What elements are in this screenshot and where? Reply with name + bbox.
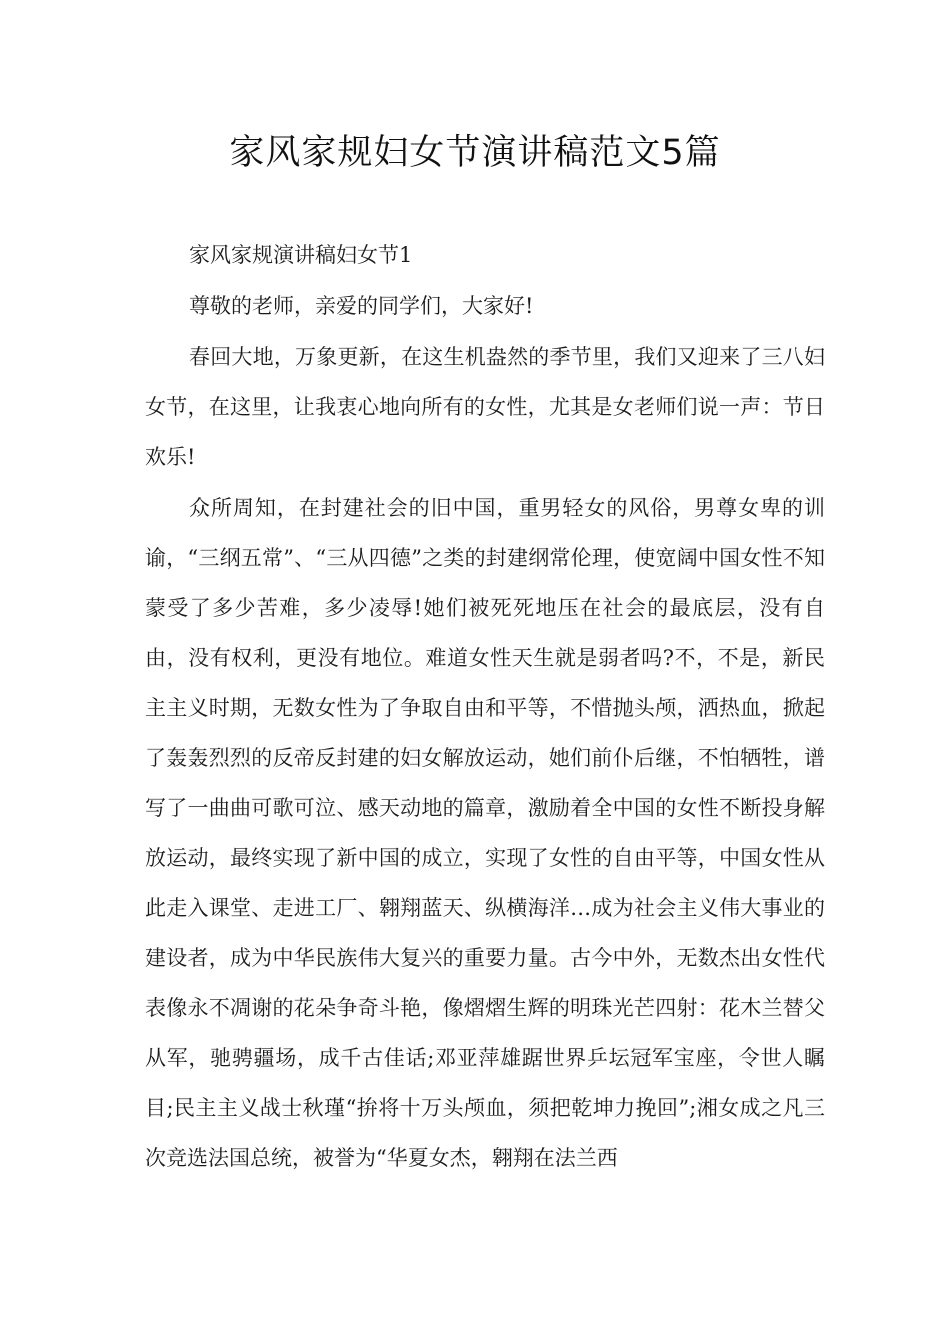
- section-heading: 家风家规演讲稿妇女节1: [189, 243, 413, 267]
- body-paragraph: 春回大地，万象更新，在这生机盎然的季节里，我们又迎来了三八妇女节，在这里，让我衷心地向所有的女性，尤其是女老师们说一声：节日欢乐!: [145, 345, 825, 469]
- document-title: 家风家规妇女节演讲稿范文5篇: [229, 133, 721, 173]
- document-body: [145, 230, 825, 1184]
- greeting-paragraph: 尊敬的老师，亲爱的同学们，大家好!: [189, 294, 534, 318]
- body-paragraph: 众所周知，在封建社会的旧中国，重男轻女的风俗，男尊女卑的训谕，“三纲五常”、“三从四德”之类的封建纲常伦理，使宽阔中国女性不知蒙受了多少苦难，多少凌辱!她们被死死地压在社会的最底层，没有自由，没有权利，更没有地位。难道女性天生就是弱者吗?不，不是，新民主主义时期，无数女性为了争取自由和平等，不惜抛头颅，洒热血，掀起了轰轰烈烈的反帝反封建的妇女解放运动，她们前仆后继，不怕牺牲，谱写了一曲曲可歌可泣、感天动地的篇章，激励着全中国的女性不断投身解放运动，最终实现了新中国的成立，实现了女性的自由平等，中国女性从此走入课堂、走进工厂、翱翔蓝天、纵横海洋…成为社会主义伟大事业的建设者，成为中华民族伟大复兴的重要力量。古今中外，无数杰出女性代表像永不凋谢的花朵争奇斗艳，像熠熠生辉的明珠光芒四射：花木兰替父从军，驰骋疆场，成千古佳话;邓亚萍雄踞世界乒坛冠军宝座，令世人瞩目;民主主义战士秋瑾“拚将十万头颅血，须把乾坤力挽回”;湘女成之凡三次竞选法国总统，被誉为“华夏女杰，翱翔在法兰西: [145, 496, 825, 1170]
